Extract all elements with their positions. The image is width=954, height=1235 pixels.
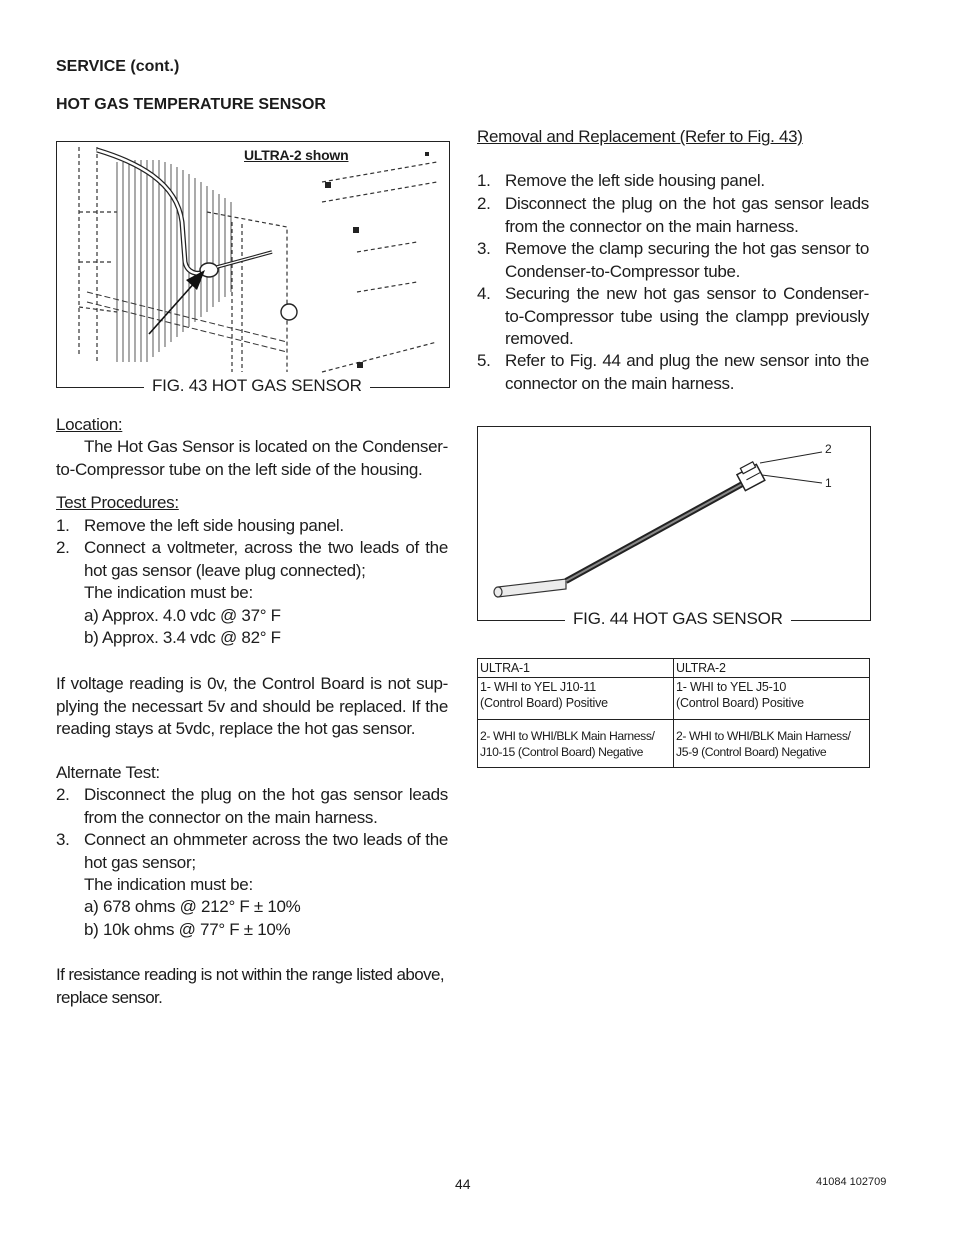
location-text: The Hot Gas Sensor is located on the Condenser-to-Compressor tube on the left side of the housing. [56, 437, 448, 479]
test-value-a: a) Approx. 4.0 vdc @ 37° F [84, 606, 281, 625]
fig44-caption: FIG. 44 HOT GAS SENSOR [565, 609, 791, 629]
page-number: 44 [455, 1176, 471, 1192]
alternate-indication: The indication must be: [84, 875, 253, 894]
list-item: 5. Refer to Fig. 44 and plug the new sensor into the connector on the main harness. [477, 351, 869, 393]
test-value-b: b) Approx. 3.4 vdc @ 82° F [84, 628, 281, 647]
table-cell: 1- WHI to YEL J10-11 (Control Board) Positive [478, 678, 674, 720]
table-cell: 2- WHI to WHI/BLK Main Harness/ J5-9 (Control Board) Negative [674, 720, 870, 768]
wiring-table [477, 658, 870, 768]
alternate-value-a: a) 678 ohms @ 212° F ± 10% [84, 897, 301, 916]
list-item: 1. Remove the left side housing panel. [477, 171, 765, 190]
list-item: 3. Remove the clamp securing the hot gas sensor to Condenser-to-Compressor tube. [477, 239, 869, 281]
fig43-frame [56, 141, 450, 388]
table-row [478, 720, 870, 768]
location-heading: Location: [56, 415, 123, 434]
table-cell: 2- WHI to WHI/BLK Main Harness/ J10-15 (Control Board) Negative [478, 720, 674, 768]
fig43-caption: FIG. 43 HOT GAS SENSOR [144, 376, 370, 396]
fig43-illustration [57, 142, 449, 387]
page-title: HOT GAS TEMPERATURE SENSOR [56, 96, 326, 113]
section-heading: SERVICE (cont.) [56, 58, 180, 75]
list-item: 1. Remove the left side housing panel. [56, 516, 344, 535]
doc-code: 41084 102709 [816, 1176, 887, 1188]
test-heading: Test Procedures: [56, 493, 179, 512]
list-item: 2. Connect a voltmeter, across the two leads of the hot gas sensor (leave plug connected); [56, 538, 448, 580]
fig44-illustration [478, 427, 870, 620]
fig43-inset-label: ULTRA-2 shown [244, 147, 349, 163]
removal-heading: Removal and Replacement (Refer to Fig. 43) [477, 127, 803, 146]
list-item: 3. Connect an ohmmeter across the two leads of the hot gas sensor; [56, 830, 448, 872]
test-indication: The indication must be: [84, 583, 253, 602]
list-item: 4. Securing the new hot gas sensor to Condenser-to-Compressor tube using the clampp previously removed. [477, 284, 869, 348]
fig44-frame [477, 426, 871, 621]
table-header-cell: ULTRA-2 [674, 659, 870, 678]
table-cell: 1- WHI to YEL J5-10 (Control Board) Positive [674, 678, 870, 720]
fig44-pin1-label: 1 [825, 476, 832, 490]
fig44-pin2-label: 2 [825, 442, 832, 456]
table-row [478, 678, 870, 720]
list-item: 2. Disconnect the plug on the hot gas sensor leads from the connector on the main harness. [477, 194, 869, 236]
table-header-cell: ULTRA-1 [478, 659, 674, 678]
table-header-row [478, 659, 870, 678]
list-item: 2. Disconnect the plug on the hot gas sensor leads from the connector on the main harness. [56, 785, 448, 827]
resistance-note: If resistance reading is not within the range listed above, replace sensor. [56, 965, 444, 1007]
voltage-note: If voltage reading is 0v, the Control Board is not sup-plying the necessart 5v and should be replaced. If the reading stays at 5vdc, replace the hot gas sensor. [56, 674, 448, 738]
alternate-heading: Alternate Test: [56, 763, 160, 782]
alternate-value-b: b) 10k ohms @ 77° F ± 10% [84, 920, 291, 939]
